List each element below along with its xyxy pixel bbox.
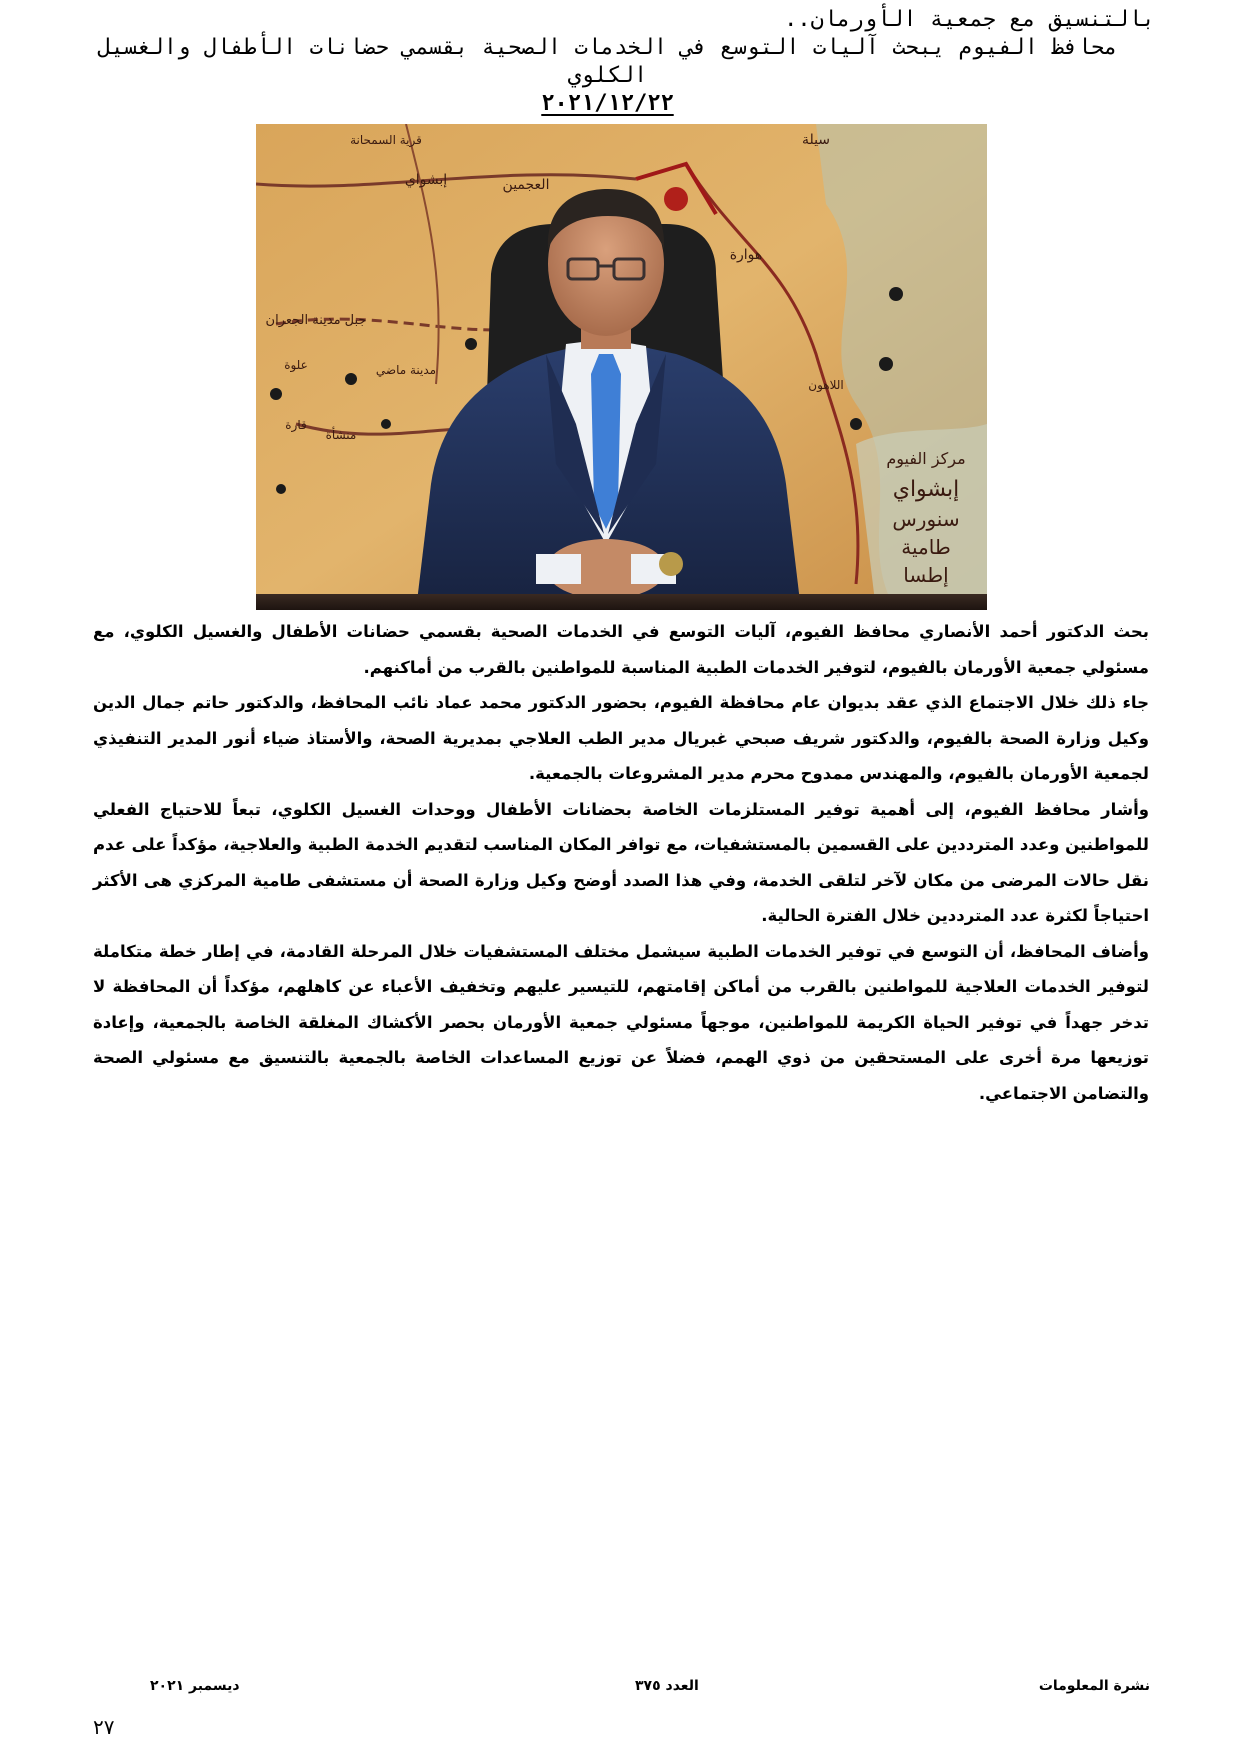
article-paragraph: جاء ذلك خلال الاجتماع الذي عقد بديوان عام محافظة الفيوم، بحضور الدكتور محمد عماد نائب المحافظ، والدكتور حاتم جمال الدين وكيل وزارة الصحة بالفيوم، والدكتور شريف صبحي غبريال مدير الطب العلاجي بمديرية الصحة، والأستاذ ضياء أنور المدير التنفيذي لجمعية الأورمان بالفيوم، والمهندس ممدوح محرم مدير المشروعات بالجمعية. [93,693,1149,783]
article-paragraph: بحث الدكتور أحمد الأنصاري محافظ الفيوم، آليات التوسع في الخدمات الصحية بقسمي حضانات الأطفال والغسيل الكلوي، مع مسئولي جمعية الأورمان بالفيوم، لتوفير الخدمات الطبية المناسبة للمواطنين بالقرب من أماكنهم. [93,622,1149,677]
article-header [60,6,1155,118]
map-label-14: إطسا [903,563,949,587]
footer-publication: نشرة المعلومات [1038,1678,1150,1694]
footer-month: ديسمبر ٢٠٢١ [150,1678,240,1694]
desk [256,594,987,610]
map-label-13: طامية [901,535,951,559]
article-paragraph: وأشار محافظ الفيوم، إلى أهمية توفير المستلزمات الخاصة بحضانات الأطفال ووحدات الغسيل الكلوي، تبعاً للاحتياج الفعلي للمواطنين وعدد المترددين على القسمين بالمستشفيات، مع توافر المكان المناسب لتقديم الخدمة الطبية والعلاجية، مؤكداً على عدم نقل حالات المرضى من مكان لآخر لتلقى الخدمة، وفي هذا الصدد أوضح وكيل وزارة الصحة أن مستشفى طامية المركزي هى الأكثر احتياجاً لكثرة عدد المترددين خلال الفترة الحالية. [93,799,1149,925]
map-label-3: العجمين [502,177,550,193]
map-label-9: قارة [285,418,307,432]
governor-photo [256,124,987,610]
map-label-6: علوة [284,358,308,372]
article-paragraph: وأضاف المحافظ، أن التوسع في توفير الخدمات الطبية سيشمل مختلف المستشفيات خلال المرحلة القادمة، في إطار خطة متكاملة لتوفير الخدمات العلاجية للمواطنين بالقرب من أماكن إقامتهم، للتيسير عليهم وتخفيف الأعباء عن كاهلهم، مؤكداً أن المحافظة لا تدخر جهداً في توفير الحياة الكريمة للمواطنين، موجهاً مسئولي جمعية الأورمان بحصر الأكشاك المغلقة الخاصة بالجمعية، وإعادة توزيعها مرة أخرى على المستحقين من ذوي الهمم، فضلاً عن توزيع المساعدات الخاصة بالجمعية بالتنسيق مع مسئولي الصحة والتضامن الاجتماعي. [93,941,1149,1103]
map-label-1: سيلة [801,132,831,148]
map-label-8: منشأة [325,428,357,442]
map-label-16: هوارة [729,247,763,263]
map-label-4: قرية السمحانة [350,133,422,147]
article-body [93,614,1149,1111]
article-date: ٢٠٢١/١٢/٢٢ [541,91,674,116]
map-label-5: جبل مدينة الجعران [265,313,367,328]
map-label-17: اللاهون [808,378,844,392]
footer-issue: العدد ٣٧٥ [635,1678,699,1694]
article-title: محافظ الفيوم يبحث آليات التوسع في الخدمات الصحية بقسمي حضانات الأطفال والغسيل الكلوي [97,35,1118,88]
map-label-12: سنورس [892,507,960,531]
map-label-2: إبشواي [404,172,448,188]
page-number: ٢٧ [93,1715,115,1739]
header-kicker: بالتنسيق مع جمعية الأورمان.. [784,7,1155,32]
page-footer [150,1678,1150,1702]
map-label-11: إبشواي [892,477,960,502]
map-label-10: مركز الفيوم [886,449,966,468]
map-label-7: مدينة ماضي [375,363,437,377]
